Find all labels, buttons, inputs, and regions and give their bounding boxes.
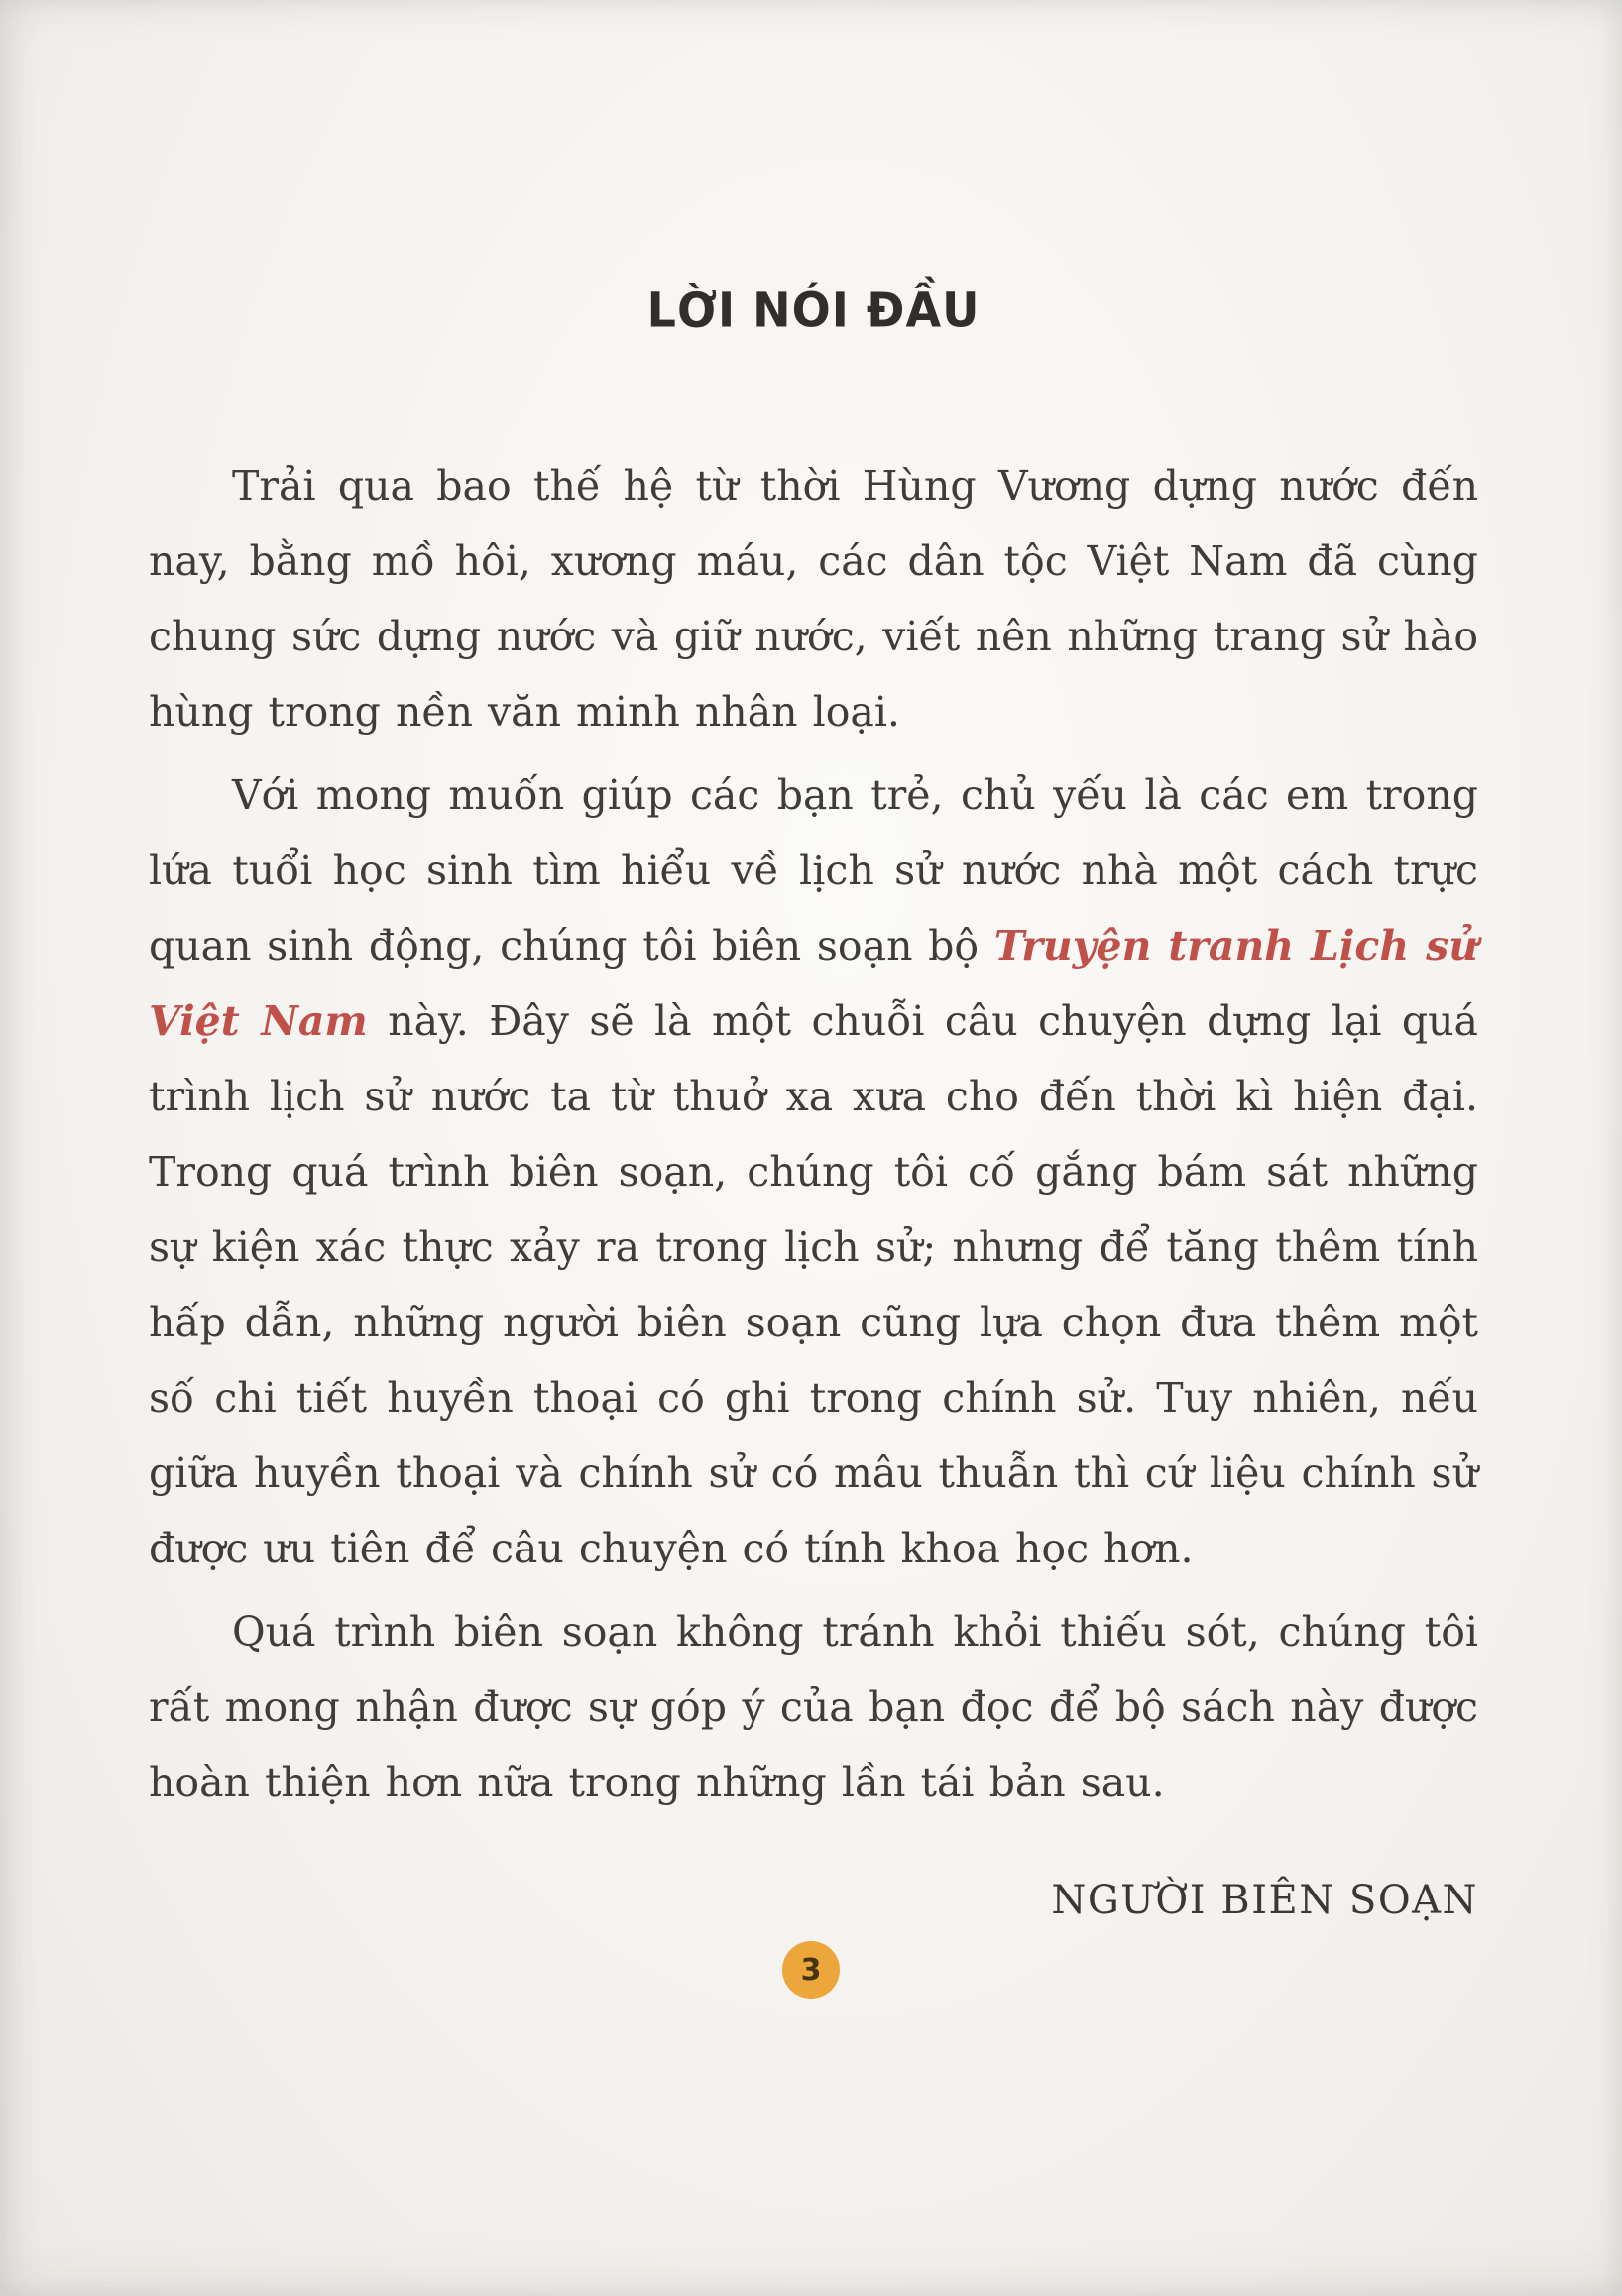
paragraph-2-before: Với mong muốn giúp các bạn trẻ, chủ yếu là các em trong lứa tuổi học sinh tìm hiểu về lịch sử nước nhà một cách trực quan sinh động, chúng tôi biên soạn bộ: [149, 771, 1478, 970]
series-title-highlight: Truyện tranh Lịch sử Việt Nam: [149, 922, 1478, 1045]
editor-signature: NGƯỜI BIÊN SOẠN: [1051, 1878, 1478, 1923]
page-number-badge: [782, 1941, 840, 1999]
page-title: LỜI NÓI ĐẦU: [646, 282, 981, 339]
paragraph-1: Trải qua bao thế hệ từ thời Hùng Vương dựng nước đến nay, bằng mồ hôi, xương máu, các dân tộc Việt Nam đã cùng chung sức dựng nước và giữ nước, viết nên những trang sử hào hùng trong nền văn minh nhân loại.: [149, 462, 1478, 736]
page-number: 3: [800, 1952, 822, 1988]
paragraph-2-after: này. Đây sẽ là một chuỗi câu chuyện dựng lại quá trình lịch sử nước ta từ thuở xa xưa cho đến thời kì hiện đại. Trong quá trình biên soạn, chúng tôi cố gắng bám sát những sự kiện xác thực xảy ra trong lịch sử; nhưng để tăng thêm tính hấp dẫn, những người biên soạn cũng lựa chọn đưa thêm một số chi tiết huyền thoại có ghi trong chính sử. Tuy nhiên, nếu giữa huyền thoại và chính sử có mâu thuẫn thì cứ liệu chính sử được ưu tiên để câu chuyện có tính khoa học hơn.: [149, 997, 1479, 1572]
body-text-block: [149, 448, 1478, 1820]
paragraph-2: [149, 757, 1478, 1586]
paragraph-3: Quá trình biên soạn không tránh khỏi thiếu sót, chúng tôi rất mong nhận được sự góp ý của bạn đọc để bộ sách này được hoàn thiện hơn nữa trong những lần tái bản sau.: [149, 1608, 1478, 1806]
